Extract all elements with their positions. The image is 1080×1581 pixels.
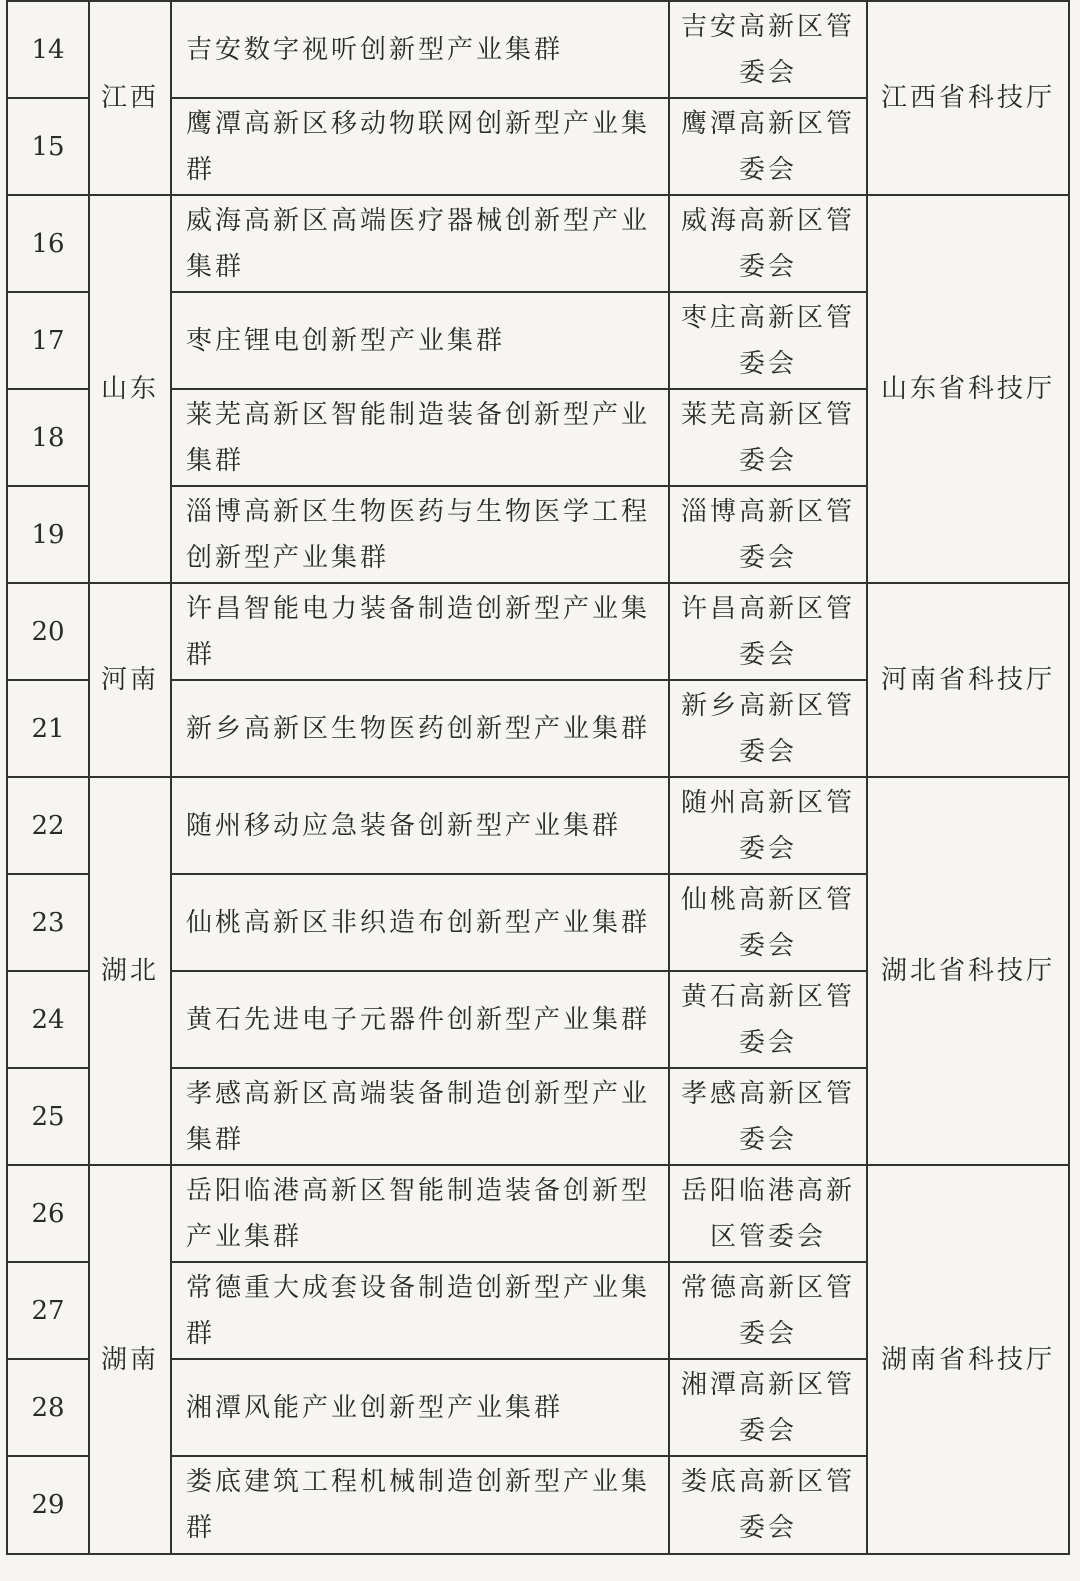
management-org: 孝感高新区管委会 bbox=[669, 1068, 867, 1165]
management-org: 枣庄高新区管委会 bbox=[669, 292, 867, 389]
row-number: 22 bbox=[7, 777, 89, 874]
province-cell: 湖北 bbox=[89, 777, 171, 1165]
row-number: 20 bbox=[7, 583, 89, 680]
department-cell: 江西省科技厅 bbox=[867, 1, 1069, 195]
cluster-name: 吉安数字视听创新型产业集群 bbox=[171, 1, 669, 98]
management-org: 吉安高新区管委会 bbox=[669, 1, 867, 98]
department-cell: 山东省科技厅 bbox=[867, 195, 1069, 583]
management-org: 仙桃高新区管委会 bbox=[669, 874, 867, 971]
row-number: 15 bbox=[7, 98, 89, 195]
row-number: 18 bbox=[7, 389, 89, 486]
province-cell: 河南 bbox=[89, 583, 171, 777]
province-cell: 湖南 bbox=[89, 1165, 171, 1554]
cluster-name: 莱芜高新区智能制造装备创新型产业集群 bbox=[171, 389, 669, 486]
department-cell: 湖北省科技厅 bbox=[867, 777, 1069, 1165]
cluster-name: 许昌智能电力装备制造创新型产业集群 bbox=[171, 583, 669, 680]
department-cell: 湖南省科技厅 bbox=[867, 1165, 1069, 1554]
cluster-name: 新乡高新区生物医药创新型产业集群 bbox=[171, 680, 669, 777]
cluster-table bbox=[6, 0, 1070, 1555]
management-org: 许昌高新区管委会 bbox=[669, 583, 867, 680]
management-org: 随州高新区管委会 bbox=[669, 777, 867, 874]
row-number: 28 bbox=[7, 1359, 89, 1456]
row-number: 21 bbox=[7, 680, 89, 777]
row-number: 25 bbox=[7, 1068, 89, 1165]
row-number: 23 bbox=[7, 874, 89, 971]
cluster-name: 威海高新区高端医疗器械创新型产业集群 bbox=[171, 195, 669, 292]
cluster-name: 淄博高新区生物医药与生物医学工程创新型产业集群 bbox=[171, 486, 669, 583]
table-row bbox=[7, 195, 1069, 292]
cluster-table-body bbox=[7, 1, 1069, 1554]
row-number: 16 bbox=[7, 195, 89, 292]
row-number: 26 bbox=[7, 1165, 89, 1262]
management-org: 莱芜高新区管委会 bbox=[669, 389, 867, 486]
row-number: 24 bbox=[7, 971, 89, 1068]
cluster-name: 常德重大成套设备制造创新型产业集群 bbox=[171, 1262, 669, 1359]
cluster-name: 仙桃高新区非织造布创新型产业集群 bbox=[171, 874, 669, 971]
management-org: 鹰潭高新区管委会 bbox=[669, 98, 867, 195]
row-number: 19 bbox=[7, 486, 89, 583]
province-cell: 江西 bbox=[89, 1, 171, 195]
cluster-name: 枣庄锂电创新型产业集群 bbox=[171, 292, 669, 389]
table-row bbox=[7, 1165, 1069, 1262]
cluster-name: 黄石先进电子元器件创新型产业集群 bbox=[171, 971, 669, 1068]
management-org: 湘潭高新区管委会 bbox=[669, 1359, 867, 1456]
row-number: 14 bbox=[7, 1, 89, 98]
table-row bbox=[7, 1, 1069, 98]
management-org: 新乡高新区管委会 bbox=[669, 680, 867, 777]
department-cell: 河南省科技厅 bbox=[867, 583, 1069, 777]
management-org: 常德高新区管委会 bbox=[669, 1262, 867, 1359]
management-org: 威海高新区管委会 bbox=[669, 195, 867, 292]
row-number: 27 bbox=[7, 1262, 89, 1359]
management-org: 岳阳临港高新区管委会 bbox=[669, 1165, 867, 1262]
management-org: 黄石高新区管委会 bbox=[669, 971, 867, 1068]
cluster-name: 湘潭风能产业创新型产业集群 bbox=[171, 1359, 669, 1456]
management-org: 娄底高新区管委会 bbox=[669, 1456, 867, 1554]
cluster-name: 随州移动应急装备创新型产业集群 bbox=[171, 777, 669, 874]
province-cell: 山东 bbox=[89, 195, 171, 583]
cluster-name: 娄底建筑工程机械制造创新型产业集群 bbox=[171, 1456, 669, 1554]
management-org: 淄博高新区管委会 bbox=[669, 486, 867, 583]
cluster-name: 鹰潭高新区移动物联网创新型产业集群 bbox=[171, 98, 669, 195]
cluster-name: 孝感高新区高端装备制造创新型产业集群 bbox=[171, 1068, 669, 1165]
cluster-name: 岳阳临港高新区智能制造装备创新型产业集群 bbox=[171, 1165, 669, 1262]
table-row bbox=[7, 583, 1069, 680]
row-number: 17 bbox=[7, 292, 89, 389]
table-row bbox=[7, 777, 1069, 874]
row-number: 29 bbox=[7, 1456, 89, 1554]
